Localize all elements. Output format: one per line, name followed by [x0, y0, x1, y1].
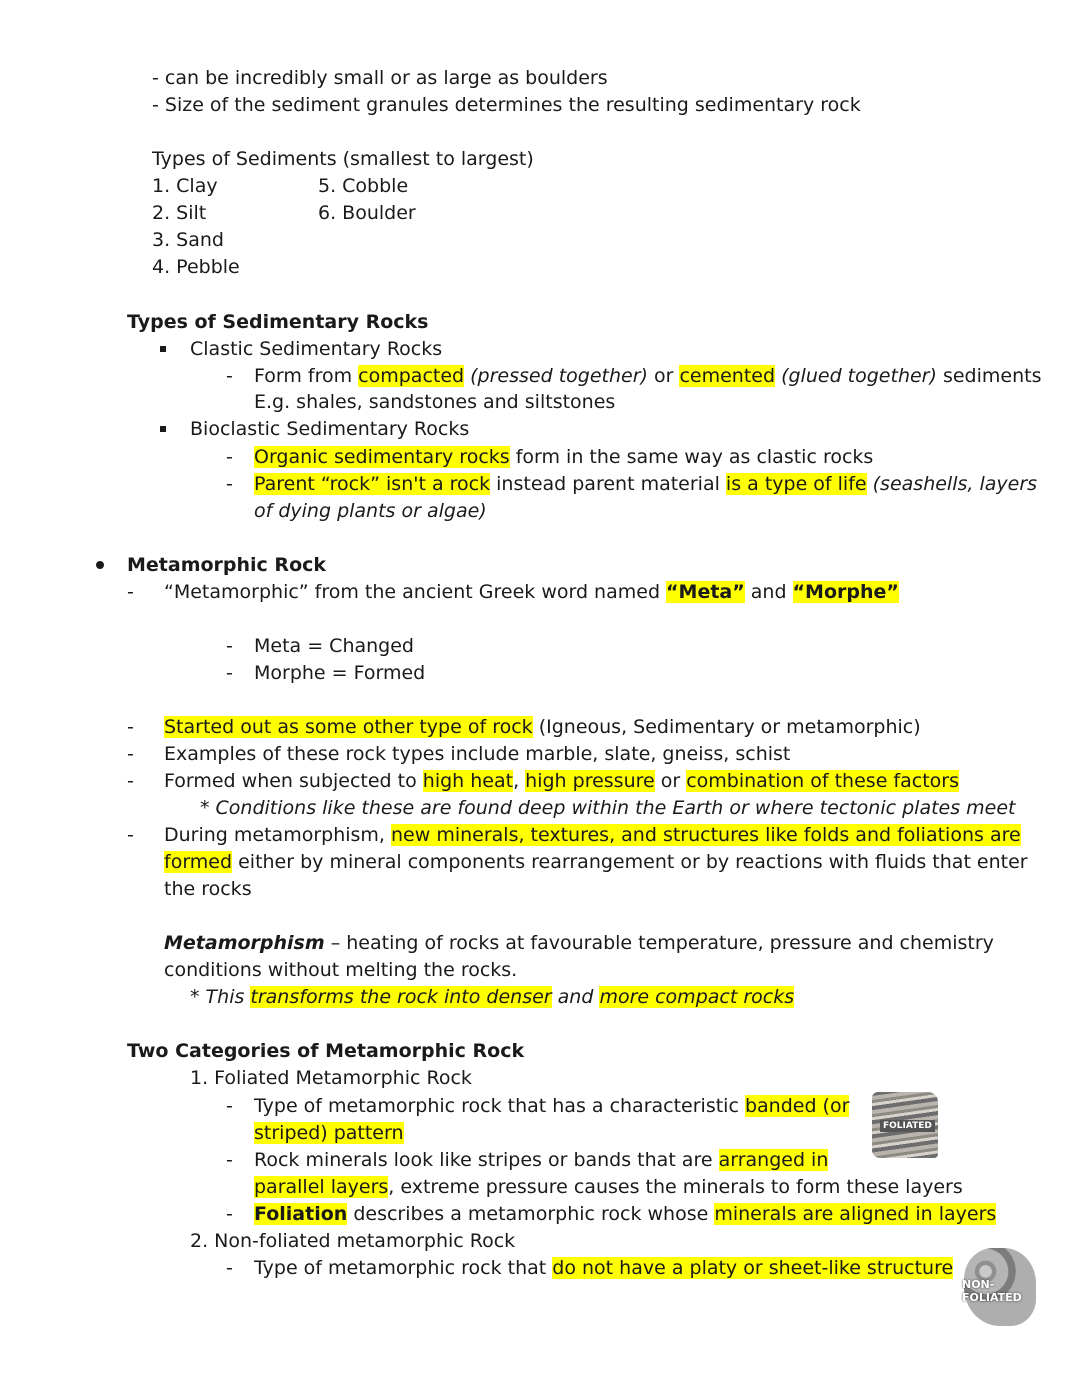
- intro-line-1: - can be incredibly small or as large as boulders: [152, 67, 608, 89]
- sediments-title: Types of Sediments (smallest to largest): [152, 148, 534, 170]
- foliated-point-2-line-1: Rock minerals look like stripes or bands that are arranged in: [254, 1149, 829, 1171]
- bioclastic-label: Bioclastic Sedimentary Rocks: [190, 418, 470, 440]
- dash-bullet: -: [226, 662, 233, 684]
- dash-bullet: -: [226, 1203, 233, 1225]
- nonfoliated-label: 2. Non-foliated metamorphic Rock: [190, 1230, 516, 1252]
- intro-line-2: - Size of the sediment granules determines the resulting sedimentary rock: [152, 94, 861, 116]
- categories-heading: Two Categories of Metamorphic Rock: [127, 1040, 525, 1062]
- foliated-label: 1. Foliated Metamorphic Rock: [190, 1067, 472, 1089]
- morphe-definition: Morphe = Formed: [254, 662, 426, 684]
- dash-bullet: -: [127, 770, 134, 792]
- sediment-item: 6. Boulder: [318, 202, 416, 224]
- bioclastic-line-3: of dying plants or algae): [254, 500, 487, 522]
- dash-bullet: -: [226, 1149, 233, 1171]
- clastic-line-1: Form from compacted (pressed together) or cemented (glued together) sediments: [254, 365, 1042, 387]
- metamorphism-note: * This transforms the rock into denser and more compact rocks: [190, 986, 795, 1008]
- foliated-point-1-line-1: Type of metamorphic rock that has a characteristic banded (or: [254, 1095, 850, 1117]
- round-bullet-icon: [96, 561, 104, 569]
- foliated-image-label: FOLIATED: [880, 1120, 935, 1132]
- sedimentary-rocks-heading: Types of Sedimentary Rocks: [127, 311, 429, 333]
- dash-bullet: -: [226, 1095, 233, 1117]
- foliated-point-1-line-2: striped) pattern: [254, 1122, 404, 1144]
- dash-bullet: -: [226, 1257, 233, 1279]
- square-bullet-icon: [160, 346, 166, 352]
- dash-bullet: -: [127, 581, 134, 603]
- meta-point-3: Formed when subjected to high heat, high pressure or combination of these factors: [164, 770, 959, 792]
- dash-bullet: -: [127, 743, 134, 765]
- nonfoliated-rock-image: [964, 1248, 1036, 1326]
- sediment-item: 4. Pebble: [152, 256, 240, 278]
- meta-point-4-line-1: During metamorphism, new minerals, textures, and structures like folds and foliations are: [164, 824, 1021, 846]
- foliated-rock-image: [872, 1092, 938, 1158]
- metamorphic-heading: Metamorphic Rock: [127, 554, 327, 576]
- meta-point-1: Started out as some other type of rock (Igneous, Sedimentary or metamorphic): [164, 716, 921, 738]
- dash-bullet: -: [226, 365, 233, 387]
- sediment-item: 5. Cobble: [318, 175, 409, 197]
- sediment-item: 2. Silt: [152, 202, 207, 224]
- metamorphism-definition-line-2: conditions without melting the rocks.: [164, 959, 518, 981]
- meta-point-4-line-2: formed either by mineral components rearrangement or by reactions with fluids that enter: [164, 851, 1028, 873]
- clastic-label: Clastic Sedimentary Rocks: [190, 338, 443, 360]
- metamorphic-origin: “Metamorphic” from the ancient Greek word named “Meta” and “Morphe”: [164, 581, 899, 603]
- nonfoliated-image-label: NON-FOLIATED: [962, 1278, 1022, 1304]
- foliated-point-3: Foliation describes a metamorphic rock whose minerals are aligned in layers: [254, 1203, 997, 1225]
- square-bullet-icon: [160, 426, 166, 432]
- clastic-line-2: E.g. shales, sandstones and siltstones: [254, 391, 616, 413]
- meta-point-2: Examples of these rock types include marble, slate, gneiss, schist: [164, 743, 791, 765]
- dash-bullet: -: [226, 635, 233, 657]
- meta-point-4-line-3: the rocks: [164, 878, 252, 900]
- dash-bullet: -: [127, 824, 134, 846]
- sediment-item: 3. Sand: [152, 229, 224, 251]
- metamorphism-definition-line-1: Metamorphism – heating of rocks at favourable temperature, pressure and chemistry: [164, 932, 994, 954]
- dash-bullet: -: [226, 446, 233, 468]
- dash-bullet: -: [127, 716, 134, 738]
- nonfoliated-point-1: Type of metamorphic rock that do not have a platy or sheet-like structure: [254, 1257, 954, 1279]
- bioclastic-line-2: Parent “rock” isn't a rock instead parent material is a type of life (seashells, layers: [254, 473, 1038, 495]
- meta-point-3-note: * Conditions like these are found deep within the Earth or where tectonic plates meet: [200, 797, 1016, 819]
- meta-definition: Meta = Changed: [254, 635, 414, 657]
- dash-bullet: -: [226, 473, 233, 495]
- bioclastic-line-1: Organic sedimentary rocks form in the same way as clastic rocks: [254, 446, 874, 468]
- sediment-item: 1. Clay: [152, 175, 218, 197]
- foliated-point-2-line-2: parallel layers, extreme pressure causes the minerals to form these layers: [254, 1176, 963, 1198]
